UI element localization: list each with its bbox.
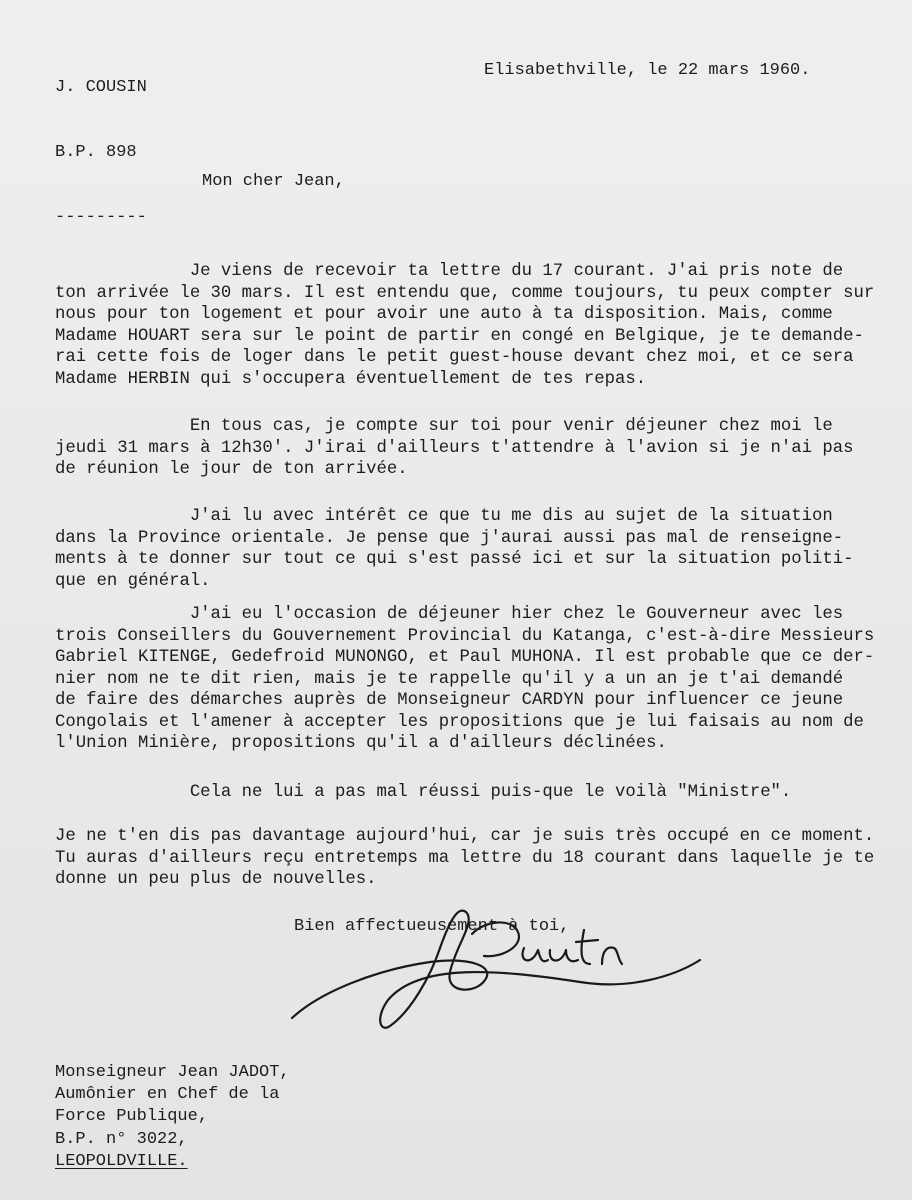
text-line: dans la Province orientale. Je pense que j'aurai aussi pas mal de renseigne- xyxy=(55,528,844,548)
text-line: que en général. xyxy=(55,571,211,591)
text-line: de faire des démarches auprès de Monseigneur CARDYN pour influencer ce jeune xyxy=(55,691,844,710)
sender-block xyxy=(55,34,147,272)
text-line: J'ai lu avec intérêt ce que tu me dis au sujet de la situation xyxy=(55,507,833,526)
paragraph-6 xyxy=(55,826,905,891)
text-line: trois Conseillers du Gouvernement Provincial du Katanga, c'est-à-dire Messieurs xyxy=(55,626,875,646)
text-line: En tous cas, je compte sur toi pour venir déjeuner chez moi le xyxy=(55,417,833,436)
text-line: Madame HOUART sera sur le point de partir en congé en Belgique, je te demande- xyxy=(55,326,864,346)
text-line: Gabriel KITENGE, Gedefroid MUNONGO, et Paul MUHONA. Il est probable que ce der- xyxy=(55,648,875,667)
sender-rule: --------- xyxy=(55,208,147,227)
text-line: J'ai eu l'occasion de déjeuner hier chez le Gouverneur avec les xyxy=(55,605,844,624)
recipient-line: Aumônier en Chef de la xyxy=(55,1085,280,1105)
closing-line: Bien affectueusement à toi, xyxy=(294,917,570,936)
text-line: Cela ne lui a pas mal réussi puis-que le voilà "Ministre". xyxy=(55,783,792,802)
text-line: jeudi 31 mars à 12h30'. J'irai d'ailleurs t'attendre à l'avion si je n'ai pas xyxy=(55,438,854,458)
salutation: Mon cher Jean, xyxy=(202,172,345,191)
sender-box: B.P. 898 xyxy=(55,143,137,162)
date-line: Elisabethville, le 22 mars 1960. xyxy=(484,61,811,80)
text-line: ments à te donner sur tout ce qui s'est passé ici et sur la situation politi- xyxy=(55,550,854,569)
recipient-line: B.P. n° 3022, xyxy=(55,1129,188,1149)
text-line: Madame HERBIN qui s'occupera éventuellement de tes repas. xyxy=(55,369,647,389)
paragraph-3 xyxy=(55,506,905,592)
paragraph-2 xyxy=(55,416,905,481)
sender-name: J. COUSIN xyxy=(55,78,147,97)
text-line: nous pour ton logement et pour avoir une auto à ta disposition. Mais, comme xyxy=(55,305,833,324)
text-line: nier nom ne te dit rien, mais je te rappelle qu'il y a un an je t'ai demandé xyxy=(55,669,844,689)
text-line: l'Union Minière, propositions qu'il a d'ailleurs déclinées. xyxy=(55,734,667,753)
recipient-city: LEOPOLDVILLE. xyxy=(55,1151,188,1171)
paragraph-4 xyxy=(55,604,905,755)
handwritten-signature xyxy=(280,900,720,1050)
paragraph-5 xyxy=(55,782,905,804)
recipient-line: Monseigneur Jean JADOT, xyxy=(55,1063,290,1082)
text-line: Je ne t'en dis pas davantage aujourd'hui, car je suis très occupé en ce moment. xyxy=(55,827,875,846)
text-line: Congolais et l'amener à accepter les propositions que je lui faisais au nom de xyxy=(55,712,864,732)
text-line: de réunion le jour de ton arrivée. xyxy=(55,460,408,479)
text-line: rai cette fois de loger dans le petit guest-house devant chez moi, et ce sera xyxy=(55,348,854,367)
recipient-block xyxy=(55,1062,290,1173)
text-line: ton arrivée le 30 mars. Il est entendu que, comme toujours, tu peux compter sur xyxy=(55,283,875,303)
text-line: donne un peu plus de nouvelles. xyxy=(55,870,377,889)
recipient-line: Force Publique, xyxy=(55,1107,209,1127)
paragraph-1 xyxy=(55,261,905,390)
text-line: Je viens de recevoir ta lettre du 17 courant. J'ai pris note de xyxy=(55,262,844,281)
text-line: Tu auras d'ailleurs reçu entretemps ma lettre du 18 courant dans laquelle je te xyxy=(55,848,875,868)
